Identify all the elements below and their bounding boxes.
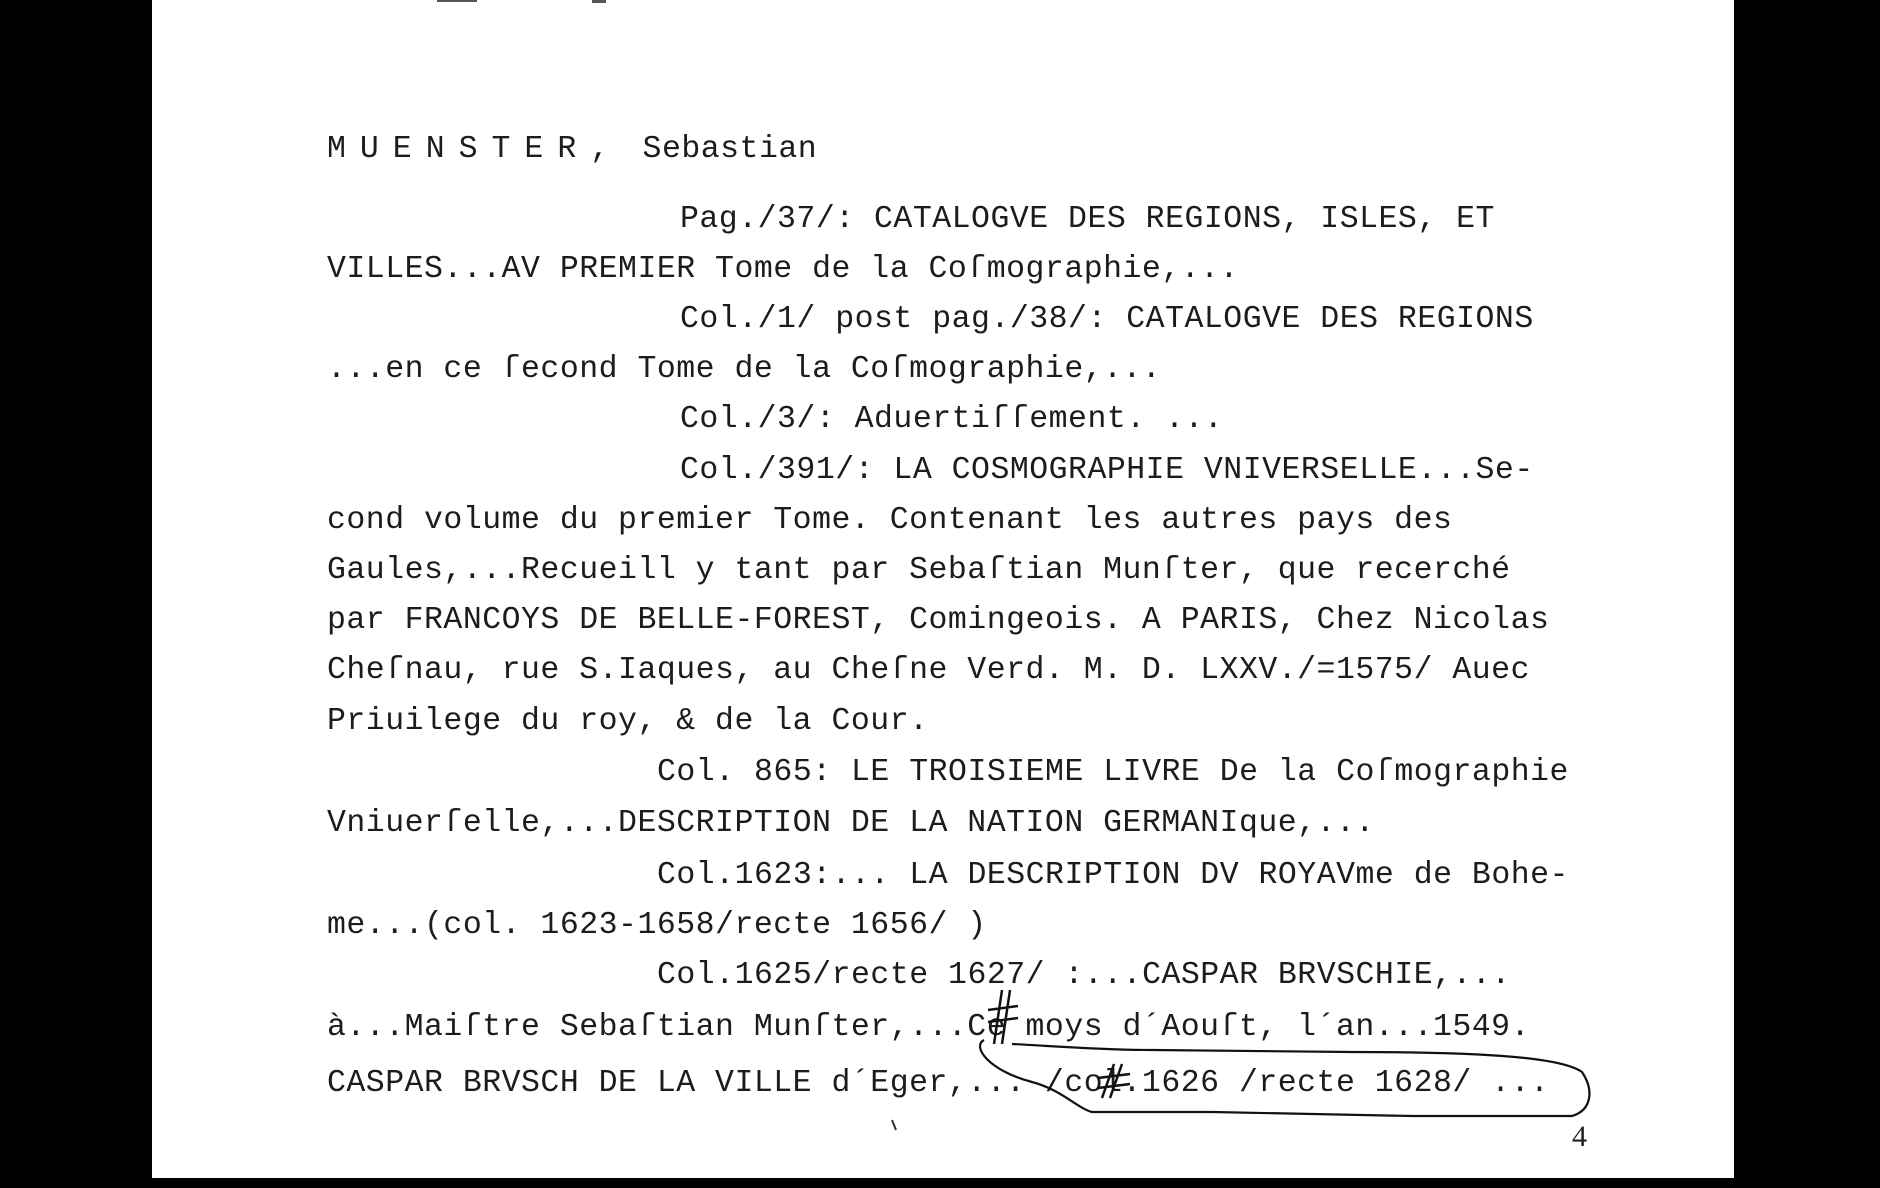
text-line-7: cond volume du premier Tome. Contenant les autres pays des (327, 503, 1453, 538)
text-line-2: VILLES...AV PREMIER Tome de la Coſmographie,... (327, 252, 1239, 287)
text-line-16: Col.1625/recte 1627/ :...CASPAR BRVSCHIE,... (657, 958, 1511, 993)
text-line-8: Gaules,...Recueill y tant par Sebaſtian Munſter, que recerché (327, 553, 1511, 588)
catalog-card (152, 0, 1734, 1178)
text-line-4: ...en ce ſecond Tome de la Coſmographie,... (327, 352, 1162, 387)
text-line-9: par FRANCOYS DE BELLE-FOREST, Comingeois. A PARIS, Chez Nicolas (327, 603, 1550, 638)
text-line-6: Col./391/: LA COSMOGRAPHIE VNIVERSELLE...Se- (680, 453, 1534, 488)
text-line-1: Pag./37/: CATALOGVE DES REGIONS, ISLES, ET (680, 202, 1495, 237)
text-line-15: me...(col. 1623-1658/recte 1656/ ) (327, 908, 987, 943)
handwritten-bracket-annotation (152, 0, 1734, 1178)
top-edge-marks (152, 0, 1734, 8)
text-line-12: Col. 865: LE TROISIEME LIVRE De la Coſmographie (657, 755, 1569, 790)
text-line-18: CASPAR BRVSCH DE LA VILLE d´Eger,... /col.1626 /recte 1628/ ... (327, 1066, 1550, 1101)
text-line-14: Col.1623:... LA DESCRIPTION DV ROYAVme de Bohe- (657, 858, 1569, 893)
text-line-3: Col./1/ post pag./38/: CATALOGVE DES REGIONS (680, 302, 1534, 337)
heading (327, 134, 817, 166)
text-line-10: Cheſnau, rue S.Iaques, au Cheſne Verd. M. D. LXXV./=1575/ Auec (327, 653, 1530, 688)
page-number: 4 (1572, 1120, 1587, 1153)
text-line-13: Vniuerſelle,...DESCRIPTION DE LA NATION GERMANIque,... (327, 806, 1375, 841)
text-line-5: Col./3/: Aduertiſſement. ... (680, 402, 1224, 437)
heading-forename: Sebastian (642, 132, 818, 167)
text-line-11: Priuilege du roy, & de la Cour. (327, 704, 929, 739)
text-line-17: à...Maiſtre Sebaſtian Munſter,...Ce moys d´Aouſt, l´an...1549. (327, 1010, 1530, 1045)
heading-surname: MUENSTER, (327, 132, 624, 167)
